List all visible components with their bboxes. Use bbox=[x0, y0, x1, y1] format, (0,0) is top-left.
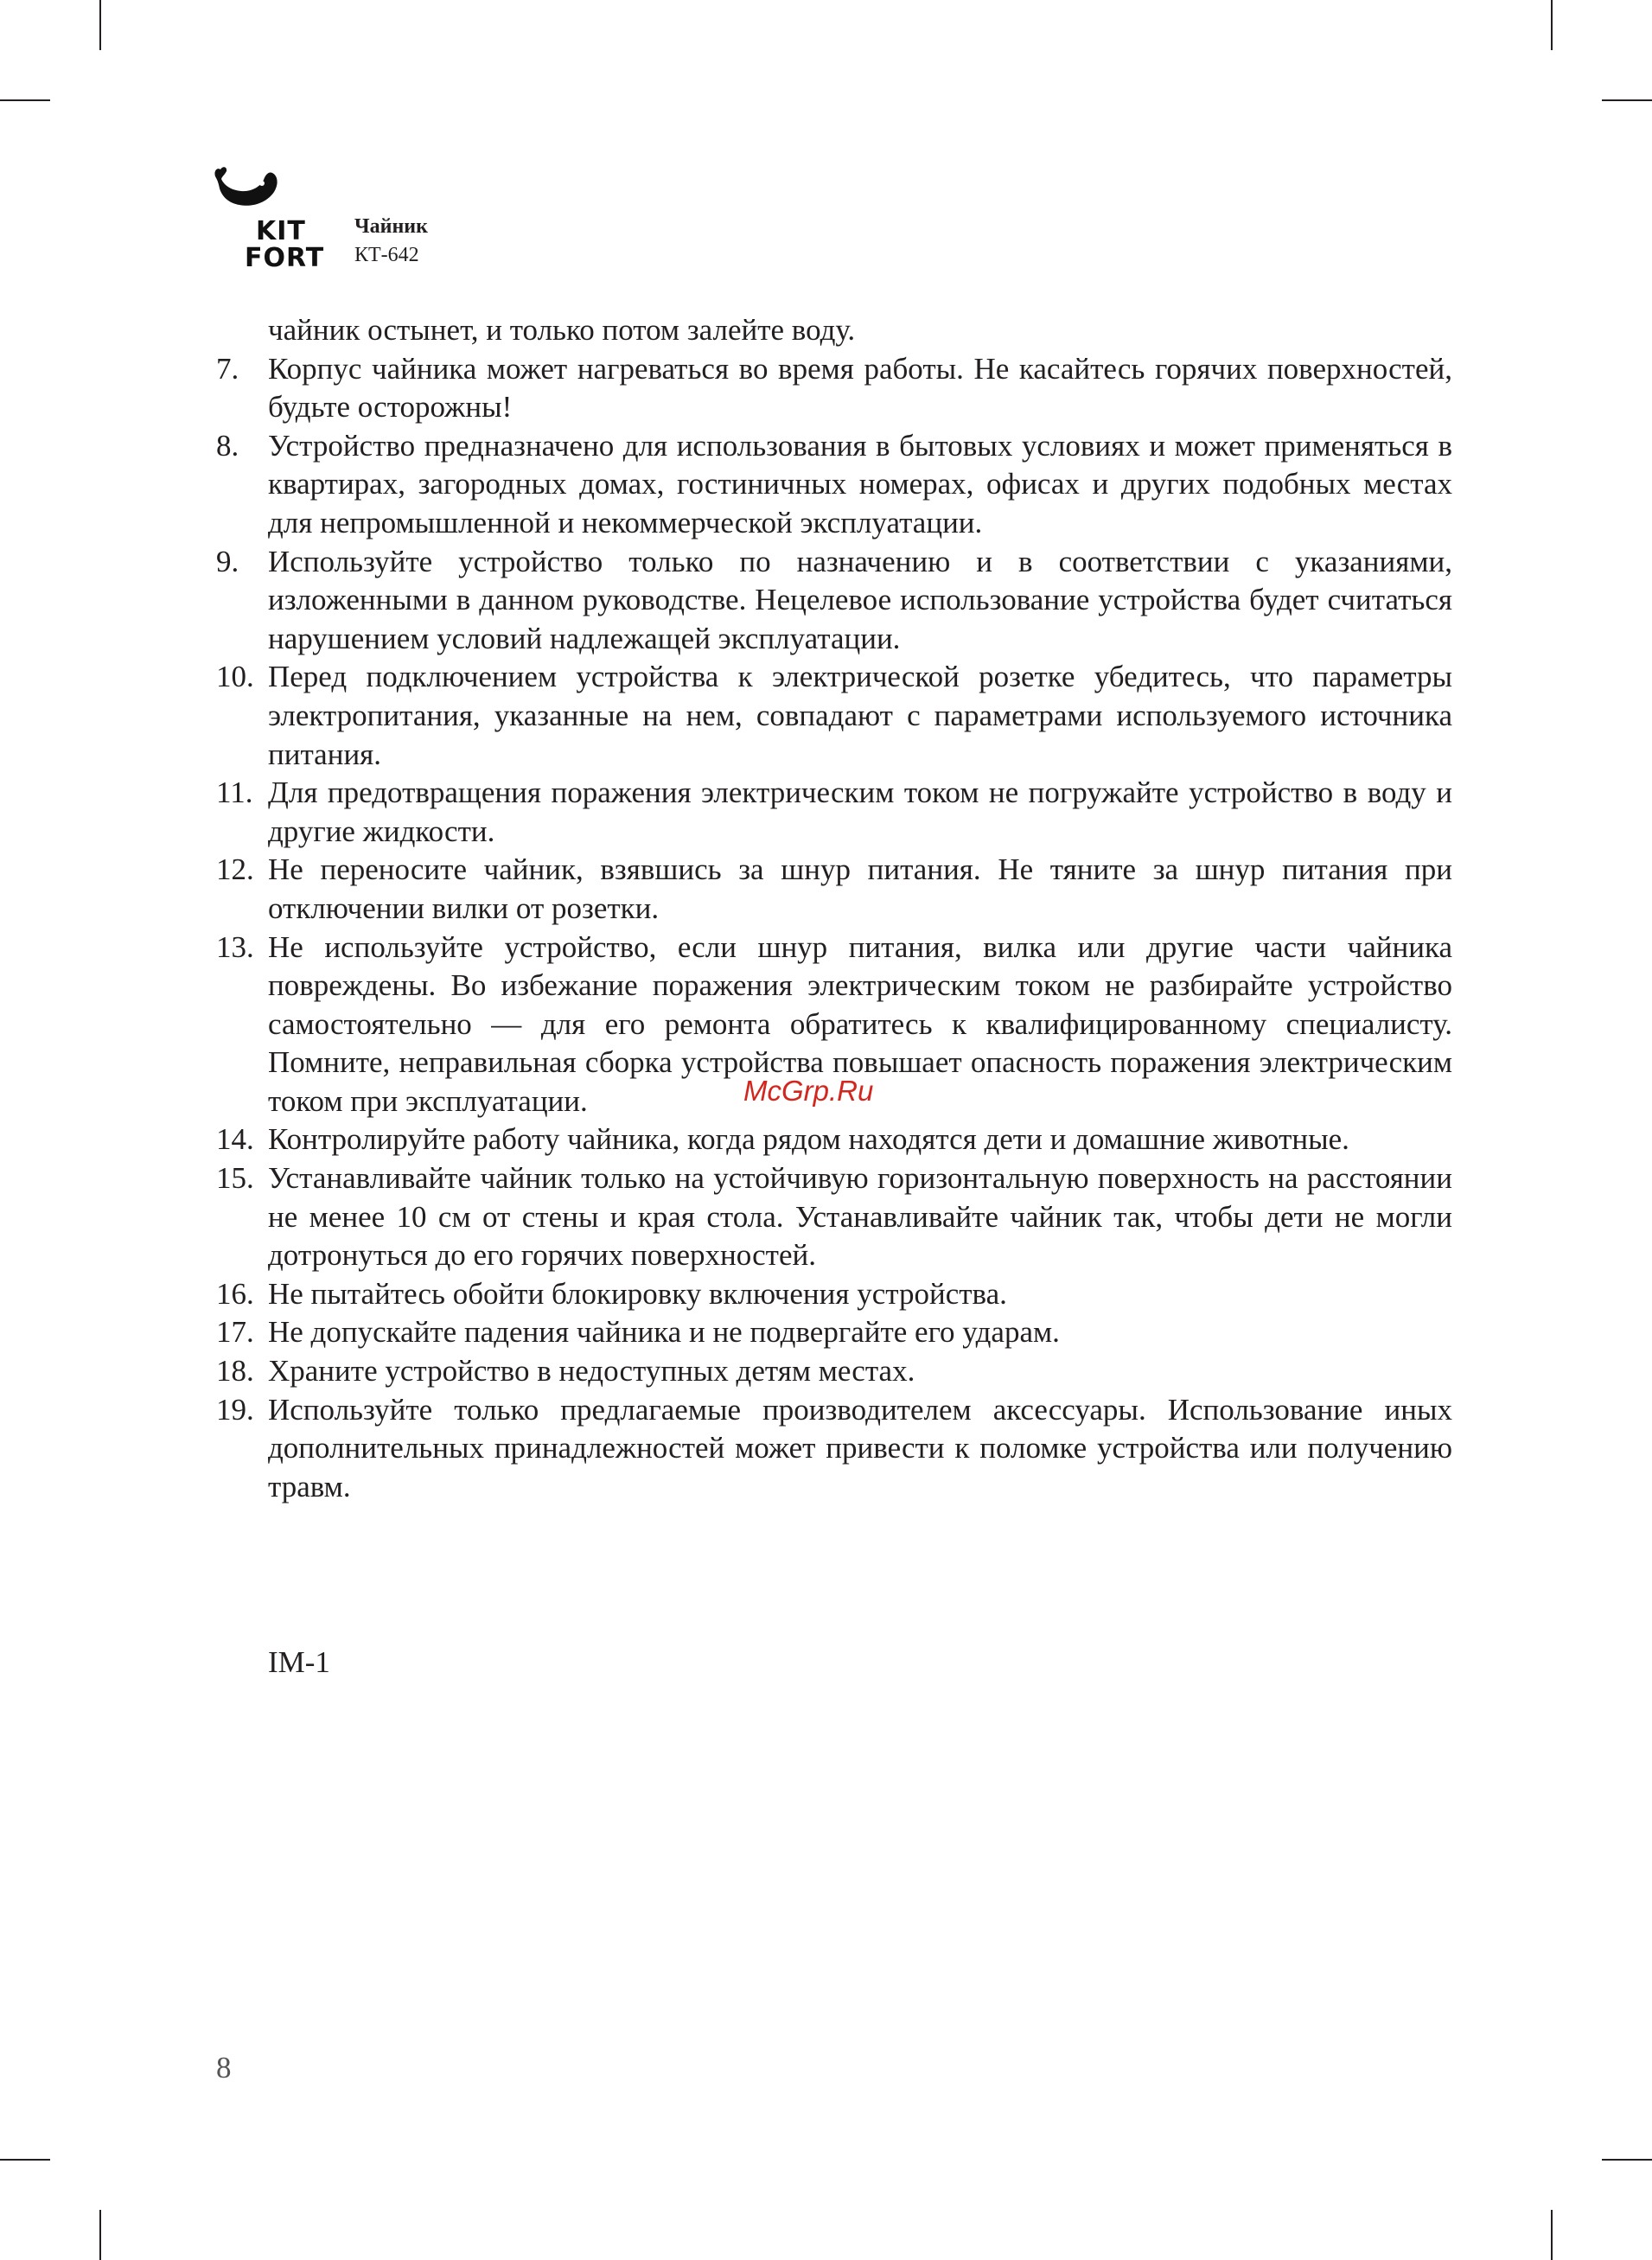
crop-mark bbox=[1551, 0, 1553, 50]
document-code: IM-1 bbox=[268, 1645, 330, 1679]
item-text: Устройство предназначено для использования в бытовых условиях и может применяться в квартирах, загородных домах, гостиничных номерах, офисах и других подобных местах для непромышленной и некоммерческой эксплуатации. bbox=[268, 428, 1452, 539]
watermark: McGrp.Ru bbox=[743, 1075, 874, 1107]
list-item bbox=[216, 1120, 1452, 1159]
item-text: Храните устройство в недоступных детям местах. bbox=[268, 1354, 915, 1389]
brand-line-1: KIT bbox=[256, 216, 306, 246]
crop-mark bbox=[0, 2159, 50, 2161]
instruction-list bbox=[216, 350, 1452, 1507]
item-text: Для предотвращения поражения электрическим током не погружайте устройство в воду и другие жидкости. bbox=[268, 776, 1452, 848]
list-item bbox=[216, 774, 1452, 851]
list-item bbox=[216, 350, 1452, 427]
list-item bbox=[216, 427, 1452, 543]
crop-mark bbox=[1602, 2159, 1652, 2161]
list-item bbox=[216, 1313, 1452, 1352]
crop-mark bbox=[0, 99, 50, 101]
continued-text: чайник остынет, и только потом залейте воду. bbox=[268, 313, 856, 347]
crop-mark bbox=[99, 2210, 101, 2260]
item-text: Не пытайтесь обойти блокировку включения устройства. bbox=[268, 1276, 1007, 1311]
item-number: 9. bbox=[216, 544, 239, 578]
item-text: Не переносите чайник, взявшись за шнур питания. Не тяните за шнур питания при отключении вилки от розетки. bbox=[268, 852, 1452, 925]
crop-mark bbox=[1602, 99, 1652, 101]
kitfort-logo bbox=[212, 164, 367, 272]
list-item bbox=[216, 1159, 1452, 1275]
list-item bbox=[216, 1352, 1452, 1391]
whale-icon bbox=[212, 164, 281, 218]
item-number: 10. bbox=[216, 660, 254, 694]
product-header bbox=[354, 213, 428, 270]
item-text: Перед подключением устройства к электрической розетке убедитесь, что параметры электропитания, указанные на нем, совпадают с параметрами используемого источника питания. bbox=[268, 660, 1452, 771]
list-item bbox=[216, 851, 1452, 928]
list-item bbox=[216, 543, 1452, 659]
item-text: Устанавливайте чайник только на устойчивую горизонтальную поверхность на расстоянии не менее 10 см от стены и края стола. Устанавливайте чайник так, чтобы дети не могли дотронуться до его горячих поверхностей. bbox=[268, 1161, 1452, 1273]
item-number: 8. bbox=[216, 428, 239, 463]
product-model: КТ-642 bbox=[354, 244, 419, 266]
page-number: 8 bbox=[216, 2051, 232, 2084]
item-text: Не допускайте падения чайника и не подвергайте его ударам. bbox=[268, 1315, 1060, 1350]
item-text: Не используйте устройство, если шнур питания, вилка или другие части чайника повреждены. Во избежание поражения электрическим током не разбирайте устройство самостоятельно — для его ремонта обратитесь к квалифицированному специалисту. Помните, неправильная сборка устройства повышает опасность поражения электрическим током при эксплуатации. bbox=[268, 929, 1452, 1118]
list-item bbox=[216, 1391, 1452, 1507]
item-number: 15. bbox=[216, 1161, 254, 1196]
item-number: 18. bbox=[216, 1354, 254, 1389]
list-item bbox=[216, 1275, 1452, 1314]
item-number: 14. bbox=[216, 1122, 254, 1157]
list-item bbox=[216, 658, 1452, 774]
brand-line-2: FORT bbox=[245, 243, 325, 273]
safety-instructions bbox=[216, 311, 1452, 1506]
item-text: Используйте устройство только по назначению и в соответствии с указаниями, изложенными в данном руководстве. Нецелевое использование устройства будет считаться нарушением условий надлежащей эксплуатации. bbox=[268, 544, 1452, 655]
item-text: Контролируйте работу чайника, когда рядом находятся дети и домашние животные. bbox=[268, 1122, 1349, 1157]
item-number: 7. bbox=[216, 351, 239, 386]
item-number: 17. bbox=[216, 1315, 254, 1350]
item-text: Корпус чайника может нагреваться во время работы. Не касайтесь горячих поверхностей, будьте осторожны! bbox=[268, 351, 1452, 425]
crop-mark bbox=[1551, 2210, 1553, 2260]
item-number: 13. bbox=[216, 929, 254, 964]
crop-mark bbox=[99, 0, 101, 50]
item-number: 16. bbox=[216, 1276, 254, 1311]
product-name: Чайник bbox=[354, 215, 428, 238]
item-number: 19. bbox=[216, 1392, 254, 1427]
item-text: Используйте только предлагаемые производителем аксессуары. Использование иных дополнительных принадлежностей может привести к поломке устройства или получению травм. bbox=[268, 1392, 1452, 1503]
item-number: 11. bbox=[216, 776, 253, 810]
item-number: 12. bbox=[216, 852, 254, 887]
